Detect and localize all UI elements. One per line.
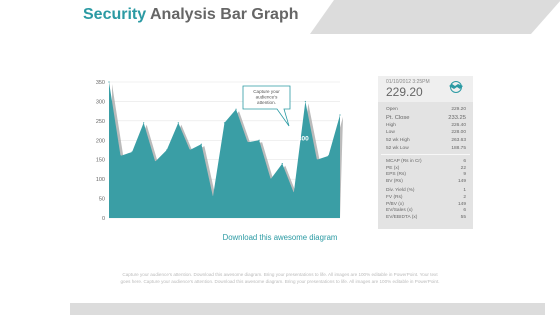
data-point [270,179,271,180]
area-series [109,82,340,218]
data-point [120,155,121,156]
description-text [95,271,465,285]
data-point [108,81,109,82]
data-point [155,161,156,162]
y-tick-label: 300 [95,99,105,106]
data-point [305,101,306,102]
quote-list [386,107,466,154]
data-point [132,151,133,152]
ratio-label: PE (x) [386,165,400,171]
data-point [316,159,317,160]
ratio-label: EV/Sales (x) [386,208,413,214]
ratio-value: 22 [460,165,466,171]
description-line-2: goes here. Capture your audience's attention. Download this awesome diagram. Bring your presentations to life. All images are 100% editable in PowerPoint. [120,279,440,284]
ratio-value: 1 [463,188,466,194]
ratio-row [386,215,466,222]
ratio-label: EPS (Rs) [386,172,406,178]
data-point [339,114,340,115]
data-point [293,192,294,193]
quote-label: Open [386,107,398,112]
y-tick-label: 50 [98,196,105,203]
quote-label: 52 wk Low [386,145,409,151]
quote-label: 52 wk High [386,138,410,144]
handshake-icon [448,81,464,93]
panel-divider [381,154,470,155]
ratio-value: 6 [463,159,466,164]
data-point [166,149,167,150]
callout-text: audience's [255,94,278,100]
y-tick-label: 100 [95,177,105,184]
data-point [224,122,225,123]
y-tick-label: 250 [95,118,105,125]
data-point [328,155,329,156]
quote-value: 188.75 [451,145,466,151]
quote-price: 229.20 [386,85,423,99]
footer-band [70,303,545,315]
data-point [143,122,144,123]
y-tick-label: 0 [101,216,105,222]
quote-label: High [386,122,396,128]
ratio-row [386,188,466,195]
data-point [201,144,202,145]
ratio-value: 149 [457,201,466,207]
ratio-label: MCAP (Rs in Cr) [386,159,422,164]
ratio-row [386,179,466,186]
data-point [212,196,213,197]
ratio-value: 9 [463,172,466,178]
quote-value: 233.25 [448,114,466,121]
ratio-row [386,195,466,202]
quote-row [386,138,466,146]
ratio-list [386,159,466,221]
ratio-row [386,172,466,179]
quote-row [386,115,466,123]
ratio-value: 55 [460,214,466,220]
quote-row [386,107,466,115]
data-point [235,109,236,110]
quote-label: Pt. Close [386,114,410,121]
data-point [247,142,248,143]
annotation-label: 300 [297,135,309,143]
ratio-value: 6 [463,208,466,214]
y-tick-label: 350 [95,80,105,86]
quote-value: 263.63 [451,138,466,144]
ratio-label: EV/EBIDTA (x) [386,214,418,220]
ratio-label: Div. Yield (%) [386,188,415,194]
stock-panel [378,76,473,229]
download-link[interactable]: Download this awesome diagram [222,233,338,242]
ratio-label: BV (Rs) [386,178,403,184]
ratio-label: P/BV (x) [386,201,404,207]
quote-date: 01/10/2012 3:25PM [386,79,430,85]
quote-label: Low [386,130,395,136]
title-accent: Security [83,6,147,23]
ratio-row [386,159,466,166]
page-title [83,6,299,24]
quote-row [386,146,466,154]
data-point [259,140,260,141]
data-point [178,122,179,123]
data-point [282,163,283,164]
ratio-row [386,208,466,215]
quote-value: 229.20 [451,107,466,112]
ratio-value: 2 [463,194,466,200]
callout-text: Capture your [253,89,280,94]
y-tick-label: 200 [95,138,105,145]
data-point [189,149,190,150]
quote-value: 226.40 [451,122,466,128]
callout-text: attention. [257,100,276,105]
ratio-value: 149 [457,178,466,184]
title-rest: Analysis Bar Graph [150,6,299,23]
quote-value: 228.00 [451,130,466,136]
description-line-1: Capture your audience's attention. Download this awesome diagram. Bring your presentations to life. All images are 100% editable in PowerPoint. Your text [122,272,438,277]
area-chart [80,74,345,224]
ratio-label: FV (Rs) [386,194,403,200]
y-tick-label: 150 [95,157,105,164]
